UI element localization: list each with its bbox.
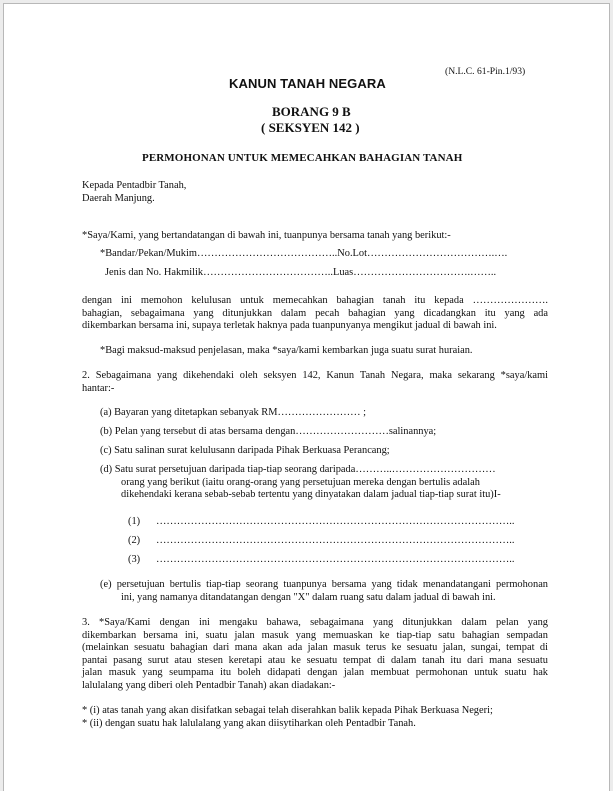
item-e: (e) persetujuan bertulis tiap-tiap seorang tuanpunya bersama yang tidak menandatangani permohonan [100, 579, 548, 590]
form-subject: PERMOHONAN UNTUK MEMECAHKAN BAHAGIAN TANAH [142, 152, 463, 164]
item-c: (c) Satu salinan surat kelulusann daripada Pihak Berkuasa Perancang; [100, 445, 390, 456]
form-number: BORANG 9 B [272, 104, 351, 119]
title-area-field[interactable]: Jenis dan No. Hakmilik………………………………..Luas…………………………….…….. [105, 267, 497, 278]
act-title: KANUN TANAH NEGARA [229, 76, 386, 91]
form-reference: (N.L.C. 61-Pin.1/93) [445, 66, 526, 77]
item-d-continued: dikehendaki kerana sebab-sebab tertentu yang dinyatakan dalam jadual tiap-tiap surat itu)I- [121, 489, 501, 500]
location-lot-field[interactable]: *Bandar/Pekan/Mukim…………………………………..No.Lot……………………………….…. [100, 248, 508, 259]
intro-statement: *Saya/Kami, yang bertandatangan di bawah ini, tuanpunya bersama tanah yang berikut:- [82, 230, 451, 241]
item-b: (b) Pelan yang tersebut di atas bersama dengan………………………salinannya; [100, 426, 437, 437]
para3-line: jalan masuk yang seumpama itu boleh didapati dengan jalan membuat permohonan untuk suatu hak [82, 667, 548, 678]
para3-line: dikembarkan bersama ini, suatu jalan masuk yang memuaskan ke tiap-tiap satu bahagian sempadan [82, 630, 548, 641]
para3-line: lalulalang yang diberi oleh Pentadbir Tanah) akan diadakan:- [82, 680, 336, 691]
para3-line: (melainkan sesuatu bahagian dari mana akan ada jalan masuk terus ke sesuatu jalan, sungai, tempat di [82, 642, 548, 653]
item-e-continued: ini, yang namanya ditandatangan dengan "X" dalam ruang satu dalam jadual di bawah ini. [121, 592, 496, 603]
para2-line: hantar:- [82, 383, 115, 394]
para1-line: dengan ini memohon kelulusan untuk memecahkan bahagian tanah itu kepada …………………. [82, 295, 548, 306]
para3-line: pantai pasang surut atau stesen keretapi atau ke sesuatu tempat di dalam tanah itu dari mana sesuatu [82, 655, 548, 666]
explanation-note: *Bagi maksud-maksud penjelasan, maka *saya/kami kembarkan juga suatu surat huraian. [100, 345, 473, 356]
sub-item-blank[interactable]: ………………………………………………………………………………………….. [156, 535, 515, 546]
para3-line: 3. *Saya/Kami dengan ini mengaku bahawa, sebagaimana yang ditunjukkan dalam pelan yang [82, 617, 548, 628]
option-ii: * (ii) dengan suatu hak lalulalang yang akan diisytiharkan oleh Pentadbir Tanah. [82, 718, 416, 729]
item-a: (a) Bayaran yang ditetapkan sebanyak RM…………………… ; [100, 407, 367, 418]
form-page [3, 3, 610, 791]
para1-line: dikembarkan bersama ini, supaya terletak haknya pada tuanpunyanya mengikut jadual di bawah ini. [82, 320, 497, 331]
addressee-line: Kepada Pentadbir Tanah, [82, 180, 187, 191]
sub-item-number: (2) [128, 535, 141, 546]
item-d-continued: orang yang berikut (iaitu orang-orang yang persetujuan mereka dengan bertulis adalah [121, 477, 480, 488]
para2-line: 2. Sebagaimana yang dikehendaki oleh seksyen 142, Kanun Tanah Negara, maka sekarang *saya/kami [82, 370, 548, 381]
section-number: ( SEKSYEN 142 ) [261, 120, 360, 135]
sub-item-number: (1) [128, 516, 141, 527]
item-d: (d) Satu surat persetujuan daripada tiap-tiap seorang daripada………..………………………… [100, 464, 496, 475]
sub-item-blank[interactable]: ………………………………………………………………………………………….. [156, 516, 515, 527]
option-i: * (i) atas tanah yang akan disifatkan sebagai telah diserahkan balik kepada Pihak Berkuasa Negeri; [82, 705, 493, 716]
para1-line: bahagian, sebagaimana yang ditunjukkan dalam pecah bahagian yang dicadangkan itu yang ada [82, 308, 548, 319]
addressee-district: Daerah Manjung. [82, 193, 155, 204]
sub-item-number: (3) [128, 554, 141, 565]
sub-item-blank[interactable]: ………………………………………………………………………………………….. [156, 554, 515, 565]
